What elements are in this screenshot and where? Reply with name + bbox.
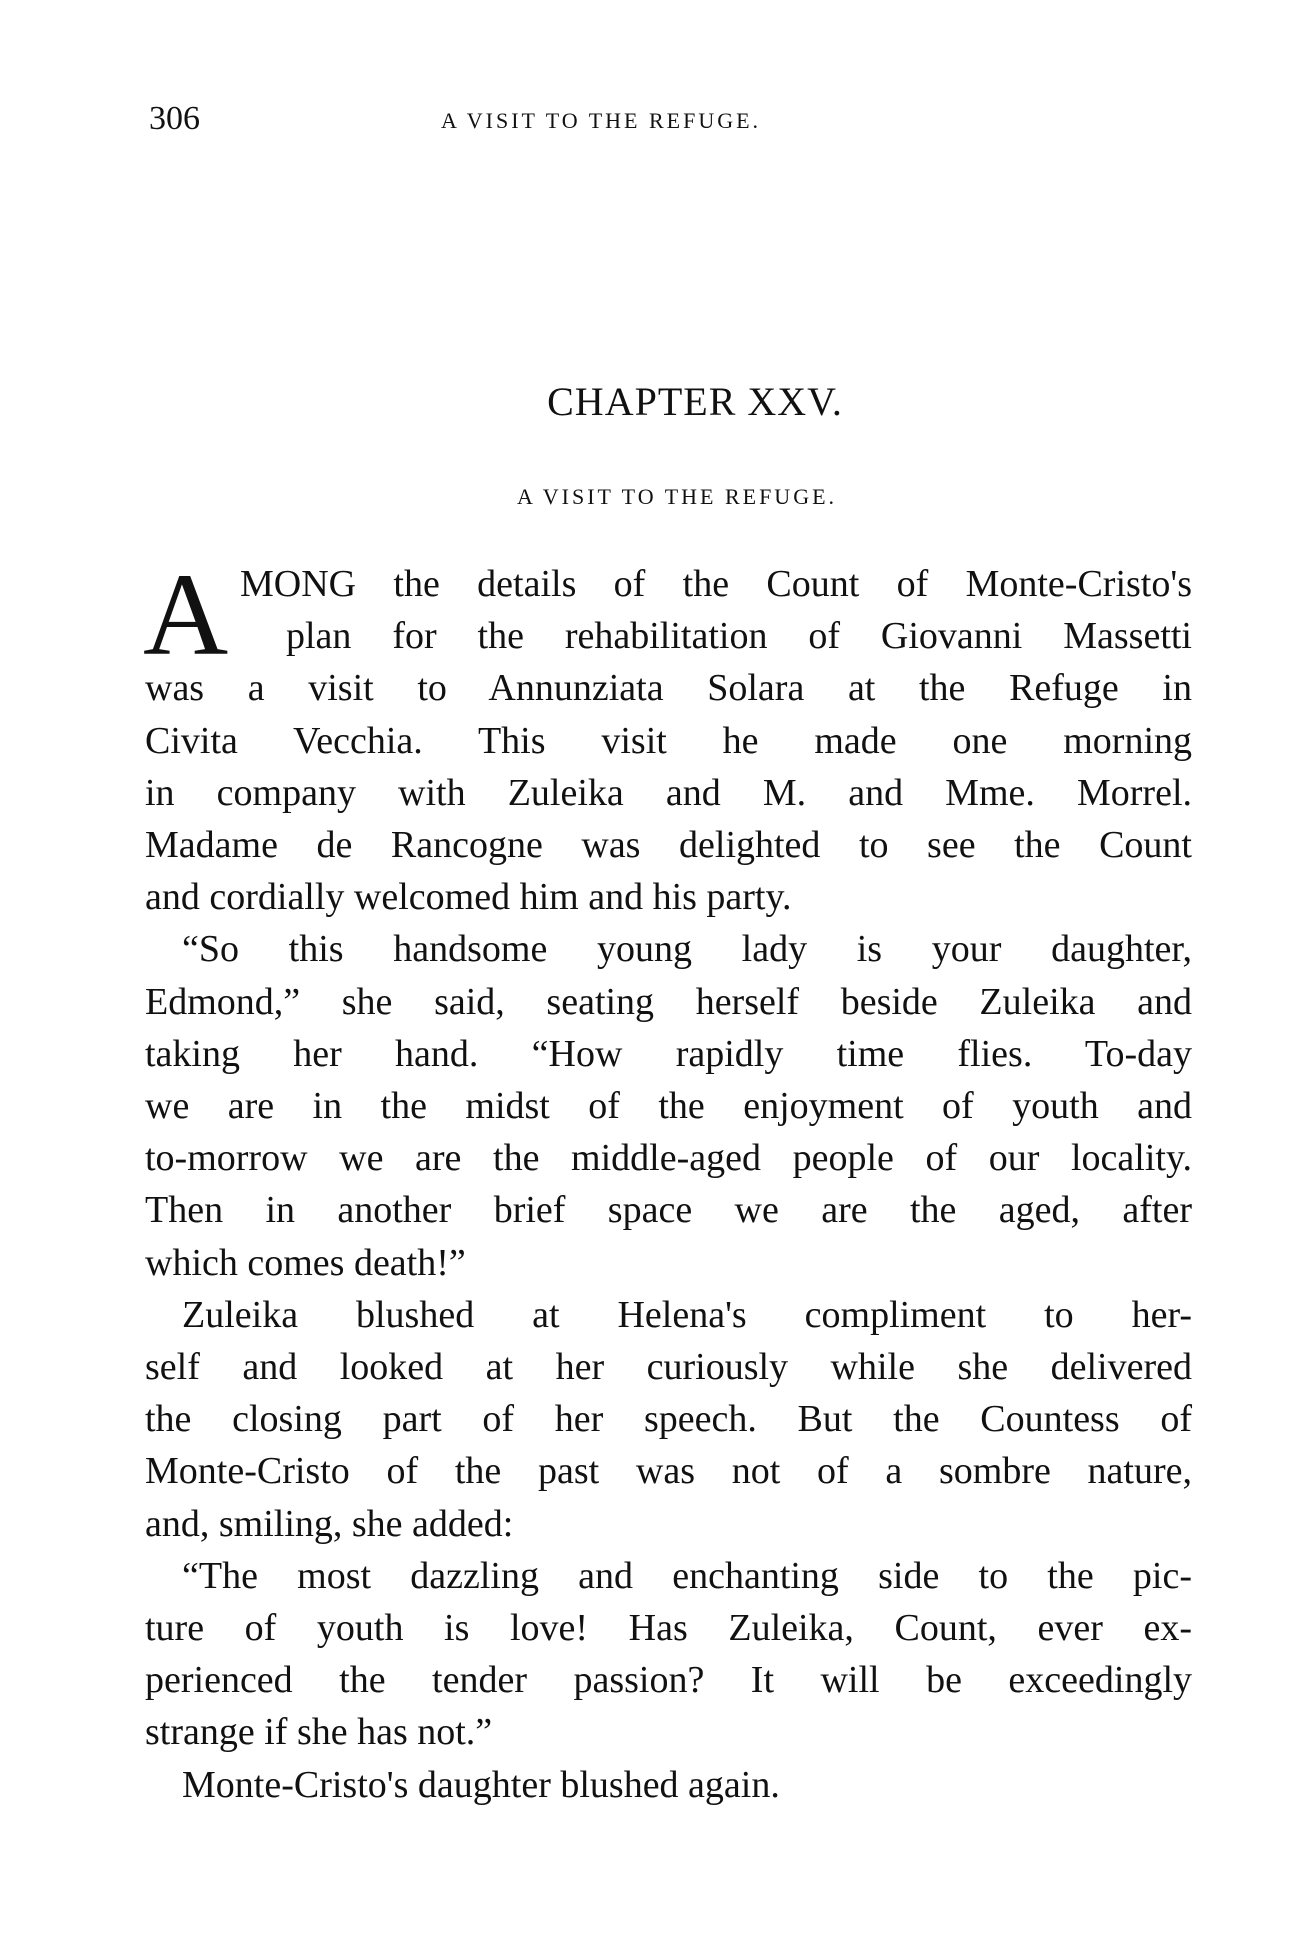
text-line: in company with Zuleika and M. and Mme. Morrel.	[145, 771, 1192, 814]
text-line: Madame de Rancogne was delighted to see the Count	[145, 824, 1192, 866]
chapter-title: CHAPTER XXV.	[547, 379, 843, 424]
text-line: and, smiling, she added:	[145, 1502, 514, 1545]
text-line: plan for the rehabilitation of Giovanni Massetti	[286, 615, 1192, 658]
text-line: the closing part of her speech. But the Countess of	[145, 1398, 1192, 1441]
text-line: Civita Vecchia. This visit he made one morning	[145, 719, 1192, 762]
chapter-subtitle: A VISIT TO THE REFUGE.	[516, 484, 838, 509]
text-line: MONG the details of the Count of Monte-Cristo's	[240, 563, 1192, 605]
text-line: Monte-Cristo's daughter blushed again.	[182, 1763, 780, 1806]
text-line: perienced the tender passion? It will be exceedingly	[145, 1659, 1192, 1702]
drop-cap: A	[143, 549, 229, 680]
text-line: we are in the midst of the enjoyment of youth and	[145, 1085, 1192, 1127]
text-line: self and looked at her curiously while she delivered	[145, 1346, 1192, 1388]
text-line: Zuleika blushed at Helena's compliment to her-	[182, 1293, 1192, 1336]
running-header: A VISIT TO THE REFUGE.	[441, 108, 762, 133]
text-line: was a visit to Annunziata Solara at the Refuge in	[145, 667, 1192, 710]
text-line: and cordially welcomed him and his party.	[145, 876, 792, 919]
text-line: taking her hand. “How rapidly time flies. To-day	[145, 1032, 1192, 1075]
text-line: “So this handsome young lady is your daughter,	[182, 928, 1192, 971]
text-line: to-morrow we are the middle-aged people of our locality.	[145, 1137, 1192, 1180]
text-line: Edmond,” she said, seating herself beside Zuleika and	[145, 980, 1192, 1023]
text-line: Monte-Cristo of the past was not of a sombre nature,	[145, 1450, 1192, 1493]
text-line: strange if she has not.”	[145, 1711, 493, 1754]
page-number: 306	[149, 100, 200, 137]
text-line: “The most dazzling and enchanting side to the pic-	[182, 1554, 1192, 1597]
text-line: Then in another brief space we are the aged, after	[145, 1189, 1192, 1232]
text-line: which comes death!”	[145, 1241, 466, 1284]
text-line: ture of youth is love! Has Zuleika, Count, ever ex-	[145, 1607, 1192, 1649]
